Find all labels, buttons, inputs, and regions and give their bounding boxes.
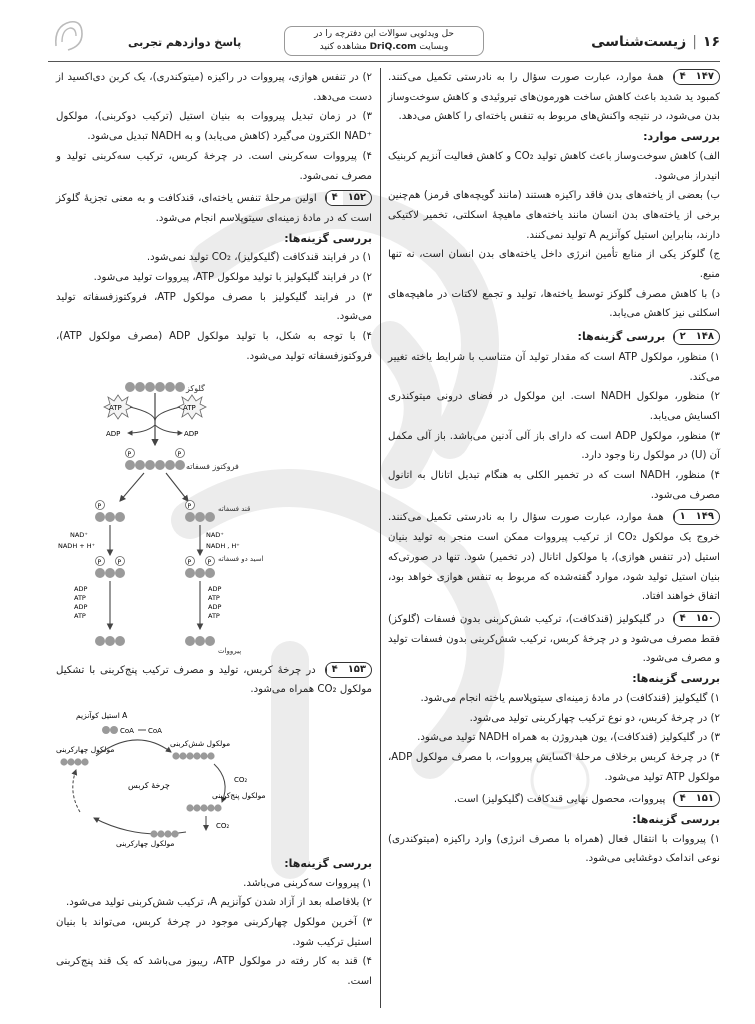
option-4: ۴) پیرووات سه‌کربنی است. در چرخهٔ کربس، ترکیب سه‌کربنی تولید و مصرف نمی‌شود. [56,150,372,182]
pyruvate-label: پیرووات [218,646,242,655]
adp-r1: ADP [208,584,222,593]
adp-l1: ADP [74,584,88,593]
p-tag-2: P [177,450,182,458]
column-divider [380,68,381,1008]
nadh-right: NADH , H⁺ [206,541,240,550]
option-150-1: ۱) گلیکولیز (قندکافت) در مادهٔ زمینه‌ای سیتوپلاسم یاخته انجام می‌شود. [420,692,720,704]
review-heading: بررسی گزینه‌ها: [632,813,720,827]
sugar-phosphate-label: قند فسفاته [218,504,251,513]
site-link[interactable]: DriQ.com [369,42,417,52]
option-150-2: ۲) در چرخهٔ کربس، دو نوع ترکیب چهارکربنی تولید می‌شود. [469,712,720,724]
video-solution-box [284,26,484,56]
atp-right: ATP [183,403,196,412]
five-carbon-beads [186,804,221,811]
atp-l1: ATP [74,593,86,602]
option-148-3: ۳) منظور، مولکول ADP است که دارای باز آلی آدنین می‌باشد. باز آلی مکمل آن (U) در مولکول رنا وجود دارد. [388,430,720,462]
acid-beads-right [185,568,215,578]
fructose-beads [125,460,185,470]
page-title: ۱۶|زیست‌شناسی [591,34,720,50]
sugar-beads-left [95,512,125,522]
pyruvate-beads-left [95,636,125,646]
question-number-badge: ۴ ۱۵۳ [325,662,372,678]
adp-left: ADP [106,429,121,438]
atp-r1: ATP [208,593,220,602]
acid-label: اسید دو فسفاته [218,554,264,563]
page-header [48,28,720,62]
atp-r2: ATP [208,611,220,620]
item-d: د) با کاهش مصرف گلوکز توسط یاخته‌ها، تولید و تجمع لاکتات در ماهیچه‌های اسکلتی نیز کاهش می‌یابد. [388,288,720,320]
question-number-badge: ۲ ۱۴۸ [673,329,720,345]
review-heading: بررسی گزینه‌ها: [284,231,372,245]
question-153: ۴ ۱۵۳ در چرخهٔ کربس، تولید و مصرف ترکیب پنج‌کربنی با تشکیل مولکول CO₂ همراه می‌شود. [56,663,372,696]
option-153-4: ۴) قند به کار رفته در مولکول ATP، ریبوز می‌باشد که یک قند پنج‌کربنی است. [56,956,372,988]
nad-left: NAD⁺ [70,530,88,539]
question-number-badge: ۱ ۱۴۹ [673,509,720,525]
p-tag-8: P [207,558,212,566]
coa-1: CoA [120,726,134,735]
option-153-1: ۱) پیرووات سه‌کربنی می‌باشد. [243,877,372,889]
question-number-badge: ۴ ۱۴۷ [673,69,720,85]
item-c: ج) گلوکز یکی از منابع تأمین انرژی داخل یاخته‌های بدن انسان است، نه تنها منبع. [388,249,720,281]
acetyl-beads [102,726,118,734]
logo-icon [48,16,88,56]
option-148-2: ۲) منظور، مولکول NADH است. این مولکول در فضای درونی میتوکندری اکسایش می‌یابد. [388,391,720,422]
four-carbon-left-label: مولکول چهارکربنی [56,744,115,754]
video-line-2-pre: وبسایت [419,42,449,52]
right-column [388,68,720,869]
krebs-label: چرخهٔ کربس [128,780,170,790]
option-153-2: ۲) بلافاصله بعد از آزاد شدن کوآنزیم A، ترکیب شش‌کربنی تولید می‌شود. [65,897,372,909]
six-carbon-beads [172,752,214,759]
item-a: الف) کاهش سوخت‌وساز باعث کاهش تولید CO₂ و کاهش فعالیت آنزیم کربنیک انیدراز می‌شود. [388,150,720,182]
question-number-badge: ۴ ۱۵۱ [673,791,720,807]
glucose-label: گلوکز [186,383,205,393]
answer-title: پاسخ دوازدهم تجربی [128,36,242,49]
pyruvate-beads-right [185,636,215,646]
krebs-cycle-diagram [56,708,372,848]
four-carbon-bottom-beads [150,830,178,837]
acid-beads-left [95,568,125,578]
adp-right: ADP [184,429,199,438]
review-heading: بررسی موارد: [643,130,720,144]
p-tag-1: P [127,450,132,458]
p-tag-7: P [187,558,192,566]
review-heading: بررسی گزینه‌ها: [632,672,720,686]
question-number-badge: ۴ ۱۵۲ [325,190,372,206]
left-column [56,68,372,992]
p-tag-6: P [117,558,122,566]
co2-1: CO₂ [234,775,248,784]
acetyl-coa-label: استیل کوآنزیم A [76,710,128,720]
fructose-label: فروکتوز فسفاته [186,461,239,471]
phosphate-tags [126,448,185,457]
sugar-beads-right [185,512,215,522]
co2-2: CO₂ [216,821,230,830]
question-150: ۴ ۱۵۰ در گلیکولیز (قندکافت)، ترکیب شش‌کربنی بدون فسفات (گلوکز) فقط مصرف می‌شود و در چرخهٔ کربس، ترکیب شش‌کربنی بدون فسفات تولید و مصرف می‌شود. [388,612,720,665]
four-carbon-bottom-label: مولکول چهارکربنی [116,838,175,848]
review-heading: بررسی گزینه‌ها: [284,856,372,870]
option-152-2: ۲) در فرایند گلیکولیز با تولید مولکول ATP، پیرووات تولید می‌شود. [93,272,372,284]
adp-r2: ADP [208,602,222,611]
subject-title: زیست‌شناسی [591,34,687,50]
question-number-badge: ۴ ۱۵۰ [673,611,720,627]
four-carbon-left-beads [60,758,88,765]
coa-2: CoA [148,726,162,735]
question-152: ۴ ۱۵۲ اولین مرحلهٔ تنفس یاخته‌ای، قندکافت و به معنی تجزیهٔ گلوکز است که در مادهٔ زمینه‌ای سیتوپلاسم انجام می‌شود. [56,192,372,224]
option-153-3: ۳) آخرین مولکول چهارکربنی موجود در چرخهٔ کربس، می‌تواند با بنیان استیل ترکیب شود. [56,917,372,948]
option-3: ۳) در زمان تبدیل پیرووات به بنیان استیل (ترکیب دوکربنی)، مولکول ⁺NAD الکترون می‌گیرد (کاهش می‌یابد) و به NADH تبدیل می‌شود. [56,111,372,143]
video-line-2-post: مشاهده کنید [319,42,367,52]
atp-left: ATP [109,403,122,412]
question-149: ۱ ۱۴۹ همهٔ موارد، عبارت صورت سؤال را به نادرستی تکمیل می‌کنند. خروج یک مولکول CO₂ از ترکیب پیرووات ممکن است منجر به تولید بنیان استیل (در تنفس هوازی)، یا مولکول اتانال (در تخمیر) شود. تنها در صورتی‌که بنیان استیل تولید شود، موارد گفته‌شده که مربوط به تنفس هوازی خواهد بود، اتفاق خواهند افتاد. [388,511,720,603]
option-148-4: ۴) منظور، NADH است که در تخمیر الکلی به هنگام تبدیل اتانال به اتانول مصرف می‌شود. [388,470,720,501]
glycolysis-diagram [56,377,372,657]
glycolysis-svg [56,377,372,657]
atp-l2: ATP [74,611,86,620]
option-152-4: ۴) با توجه به شکل، با تولید مولکول ADP (مصرف مولکول ATP)، فروکتوزفسفاته تولید می‌شود. [56,331,372,362]
option-2: ۲) در تنفس هوازی، پیرووات در راکیزه (میتوکندری)، یک کربن دی‌اکسید از دست می‌دهد. [56,72,372,103]
krebs-svg [56,708,372,848]
atp-burst-right [178,395,206,419]
option-152-3: ۳) در فرایند گلیکولیز با مصرف مولکول ATP، فروکتوزفسفاته تولید می‌شود. [56,291,372,323]
video-line-1: حل ویدئویی سوالات این دفترچه را در [313,29,454,39]
six-carbon-label: مولکول شش‌کربنی [170,738,231,748]
nad-right: NAD⁺ [206,530,224,539]
option-148-1: ۱) منظور، مولکول ATP است که مقدار تولید آن متناسب با شرایط یاخته تغییر می‌کند. [388,351,720,383]
adp-l2: ADP [74,602,88,611]
p-tag-5: P [97,558,102,566]
question-148: ۲ ۱۴۸ بررسی گزینه‌ها: [388,327,720,348]
glucose-beads [125,382,185,392]
option-150-3: ۳) در گلیکولیز (قندکافت)، یون هیدروژن به همراه NADH تولید می‌شود. [417,732,720,744]
option-151-1: ۱) پیرووات با انتقال فعال (همراه با مصرف انرژی) وارد راکیزه (میتوکندری) نوعی اندامک دوغشایی می‌شود. [388,833,720,865]
question-147: ۴ ۱۴۷ همهٔ موارد، عبارت صورت سؤال را به نادرستی تکمیل می‌کنند. کمبود ید شدید باعث کاهش ساخت هورمون‌های تیروئیدی و کاهش سوخت‌وساز بدن می‌شود، در نتیجه واکنش‌های مربوط به تنفس یاخته‌ای را کاهش می‌دهد. [388,71,720,123]
item-b: ب) بعضی از یاخته‌های بدن فاقد راکیزه هستند (مانند گویچه‌های قرمز) هم‌چنین برخی از یاخته‌های بدن انسان مانند یاخته‌های ماهیچهٔ اسکلتی، تخمیر لاکتیکی دارند، بنابراین استیل کوآنزیم A تولید نمی‌کنند. [388,190,720,241]
option-150-4: ۴) در چرخهٔ کربس برخلاف مرحلهٔ اکسایش پیرووات، با مصرف مولکول ADP، مولکول ATP تولید می‌شود. [388,751,720,783]
five-carbon-label: مولکول پنج‌کربنی [212,790,266,800]
option-152-1: ۱) در فرایند قندکافت (گلیکولیز)، CO₂ تولید نمی‌شود. [146,252,372,264]
p-tag-4: P [187,502,192,510]
header-rule [48,61,720,62]
nadh-left: NADH + H⁺ [58,541,96,550]
p-tag-3: P [97,502,102,510]
question-151: ۴ ۱۵۱ پیرووات، محصول نهایی قندکافت (گلیکولیز) است. [388,790,720,810]
page-number: ۱۶ [702,34,720,50]
atp-burst-left [104,395,132,419]
